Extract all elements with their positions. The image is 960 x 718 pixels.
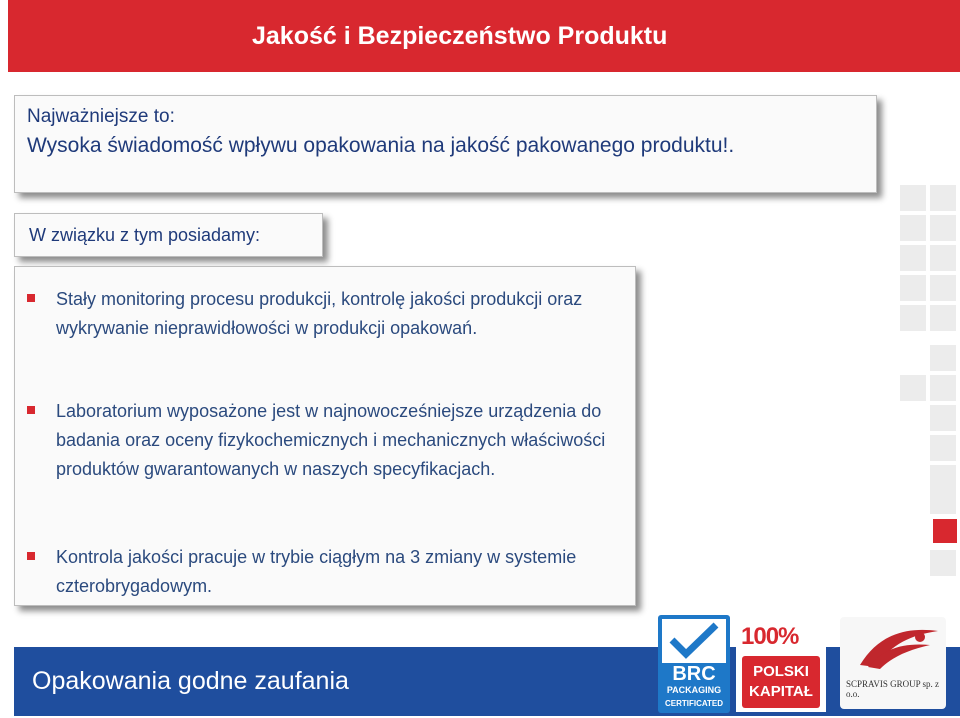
polski-kapital-logo [736,622,826,712]
section-heading: W związku z tym posiadamy: [29,225,261,245]
bullet-text: Kontrola jakości pracuje w trybie ciągłym na 3 zmiany w systemie czterobrygadowym. [56,547,577,596]
bullet-square-icon [27,552,35,560]
intro-text: Wysoka świadomość wpływu opakowania na jakość pakowanego produktu!. [27,134,735,157]
section-heading-box [14,213,323,257]
brc-logo [658,615,730,713]
polski-text: POLSKI [753,663,809,680]
bullet-item [56,543,616,601]
page-title: Jakość i Bezpieczeństwo Produktu [252,22,668,50]
bullet-text: Laboratorium wyposażone jest w najnowocześniejsze urządzenia do badania oraz oceny fizykochemicznych i mechanicznych właściwości produktów gwarantowanych w naszych specyfikacjach. [56,401,606,479]
bullet-text: Stały monitoring procesu produkcji, kontrolę jakości produkcji oraz wykrywanie nieprawidłowości w produkcji opakowań. [56,289,583,338]
intro-box [14,95,877,193]
footer-tagline: Opakowania godne zaufania [32,667,349,695]
company-name: SCPRAVIS GROUP sp. z o.o. [846,679,940,699]
brc-certificated: CERTIFICATED [664,699,724,708]
bullet-square-icon [27,406,35,414]
percent-text: 100% [741,623,799,650]
bullet-square-icon [27,294,35,302]
wing-icon [840,617,946,677]
company-logo [840,617,946,709]
bullet-item [56,285,596,343]
bullet-item [56,397,616,484]
polski-kapital-badge [742,656,820,708]
brc-text: BRC [672,663,716,685]
intro-label: Najważniejsze to: [27,106,175,127]
kapital-text: KAPITAŁ [749,683,813,700]
brc-packaging: PACKAGING [666,685,722,695]
